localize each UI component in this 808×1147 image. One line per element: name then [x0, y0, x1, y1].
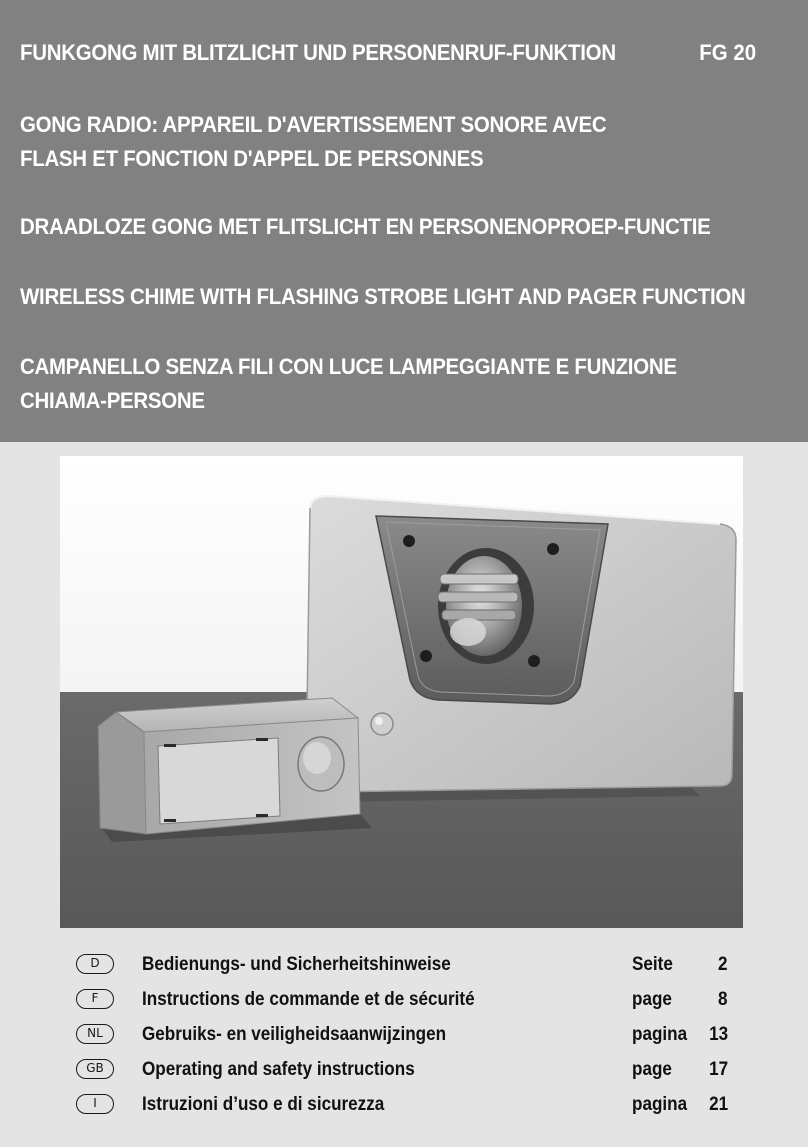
toc-label-nl: Gebruiks- en veiligheidsaanwijzingen	[142, 1024, 447, 1045]
title-gb-line-1: WIRELESS CHIME WITH FLASHING STROBE LIGHT AND PAGER FUNCTION	[20, 284, 746, 309]
title-it-line-2: CHIAMA-PERSONE	[20, 388, 205, 413]
toc-row-fr	[0, 985, 808, 1019]
title-fr-line-2: FLASH ET FONCTION D'APPEL DE PERSONNES	[20, 146, 484, 171]
toc-label-gb: Operating and safety instructions	[142, 1059, 415, 1080]
toc-page-word-nl: pagina	[632, 1024, 688, 1045]
toc-page-word-de: Seite	[632, 954, 673, 975]
toc-row-gb	[0, 1055, 808, 1089]
title-banner	[0, 0, 808, 442]
language-badge-gb: GB	[76, 1059, 114, 1079]
title-nl	[20, 210, 711, 244]
toc-page-word-it: pagina	[632, 1094, 688, 1115]
toc-row-nl	[0, 1020, 808, 1054]
toc-page-number-fr: 8	[718, 989, 728, 1010]
title-fr	[20, 108, 606, 176]
toc-page-number-it: 21	[708, 1094, 728, 1115]
title-it-line-1: CAMPANELLO SENZA FILI CON LUCE LAMPEGGIANTE E FUNZIONE	[20, 354, 677, 379]
toc-page-word-fr: page	[632, 989, 672, 1010]
language-badge-it: I	[76, 1094, 114, 1114]
toc-row-de	[0, 950, 808, 984]
toc-label-it: Istruzioni d’uso e di sicurezza	[142, 1094, 385, 1115]
title-fr-line-1: GONG RADIO: APPAREIL D'AVERTISSEMENT SONORE AVEC	[20, 112, 607, 137]
title-nl-line-1: DRAADLOZE GONG MET FLITSLICHT EN PERSONENOPROEP-FUNCTIE	[20, 214, 711, 239]
toc-page-number-nl: 13	[708, 1024, 728, 1045]
language-badge-fr: F	[76, 989, 114, 1009]
model-number: FG 20	[699, 40, 756, 65]
title-de	[20, 36, 616, 70]
toc-label-de: Bedienungs- und Sicherheitshinweise	[142, 954, 451, 975]
title-it	[20, 350, 677, 418]
toc-page-number-gb: 17	[708, 1059, 728, 1080]
language-badge-nl: NL	[76, 1024, 114, 1044]
title-de-line-1: FUNKGONG MIT BLITZLICHT UND PERSONENRUF-FUNKTION	[20, 40, 616, 65]
toc-page-number-de: 2	[718, 954, 728, 975]
product-photo	[60, 456, 743, 928]
toc-label-fr: Instructions de commande et de sécurité	[142, 989, 475, 1010]
toc-row-it	[0, 1090, 808, 1124]
toc-page-word-gb: page	[632, 1059, 672, 1080]
language-badge-de: D	[76, 954, 114, 974]
title-gb	[20, 280, 745, 314]
